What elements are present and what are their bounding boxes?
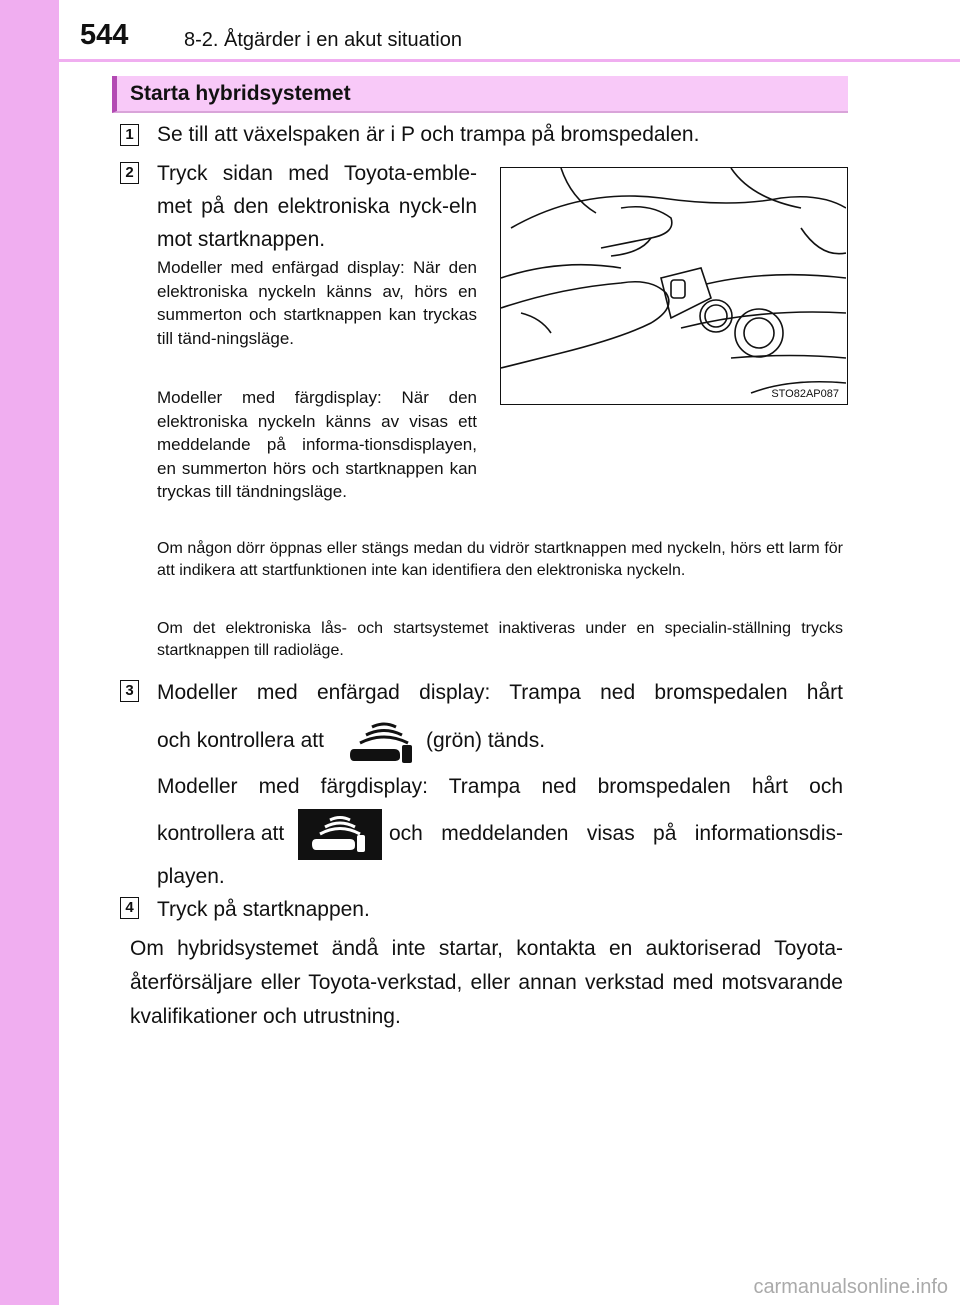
step-4-text: Tryck på startknappen.	[157, 898, 370, 921]
step-2-wide-note-2: Om det elektroniska lås- och startsystemet inaktiveras under en specialin-ställning trycks startknappen till radioläge.	[157, 620, 843, 659]
header-rule	[59, 59, 960, 62]
hybrid-ready-indicator-icon	[350, 719, 416, 763]
step-2-note-mono: Modeller med enfärgad display: När den elektroniska nyckeln känns av, hörs en summerton och startknappen kan tryckas till tänd-ningsläge.	[157, 258, 477, 348]
step-badge-3: 3	[120, 680, 139, 702]
step-3-line-4-post: och meddelanden visas på informationsdis-	[389, 822, 843, 845]
step-badge-1: 1	[120, 124, 139, 146]
step-3-line-2-pre: och kontrollera att	[157, 729, 324, 752]
chapter-title: 8-2. Åtgärder i en akut situation	[184, 29, 462, 51]
step-1-text: Se till att växelspaken är i P och trampa på bromspedalen.	[157, 123, 700, 146]
step-badge-2: 2	[120, 162, 139, 184]
step-2-wide-note-1: Om någon dörr öppnas eller stängs medan du vidrör startknappen med nyckeln, hörs ett larm för att indikera att startfunktionen inte kan identifiera den elektroniska nyckeln.	[157, 540, 843, 579]
figure-start-button-illustration	[500, 167, 848, 405]
step-3-line-3: Modeller med färgdisplay: Trampa ned bromspedalen hårt och	[157, 775, 843, 798]
step-3-line-5: playen.	[157, 865, 225, 888]
step-3-line-4-pre: kontrollera att	[157, 822, 285, 845]
step-3-line-2-post: (grön) tänds.	[426, 729, 546, 752]
step-3-line-1: Modeller med enfärgad display: Trampa ned bromspedalen hårt	[157, 681, 843, 704]
closing-paragraph: Om hybridsystemet ändå inte startar, kontakta en auktoriserad Toyota-återförsäljare eller Toyota-verkstad, eller annan verkstad med motsvarande kvalifikationer och utrustning.	[130, 937, 843, 1028]
step-2-note-color: Modeller med färgdisplay: När den elektroniska nyckeln känns av visas ett meddelande på informa-tionsdisplayen, en summerton hörs och startknappen kan tryckas till tändningsläge.	[157, 388, 477, 501]
section-title: Starta hybridsystemet	[130, 82, 351, 105]
hand-key-illustration	[501, 168, 846, 403]
hybrid-ready-indicator-filled-icon	[298, 809, 382, 860]
step-badge-4: 4	[120, 897, 139, 919]
step-2-text: Tryck sidan med Toyota-emble-met på den elektroniska nyck-eln mot startknappen.	[157, 162, 477, 251]
watermark: carmanualsonline.info	[753, 1276, 948, 1298]
chapter-sidebar	[0, 0, 59, 1305]
figure-code: STO82AP087	[771, 388, 839, 400]
page-number: 544	[80, 19, 129, 51]
